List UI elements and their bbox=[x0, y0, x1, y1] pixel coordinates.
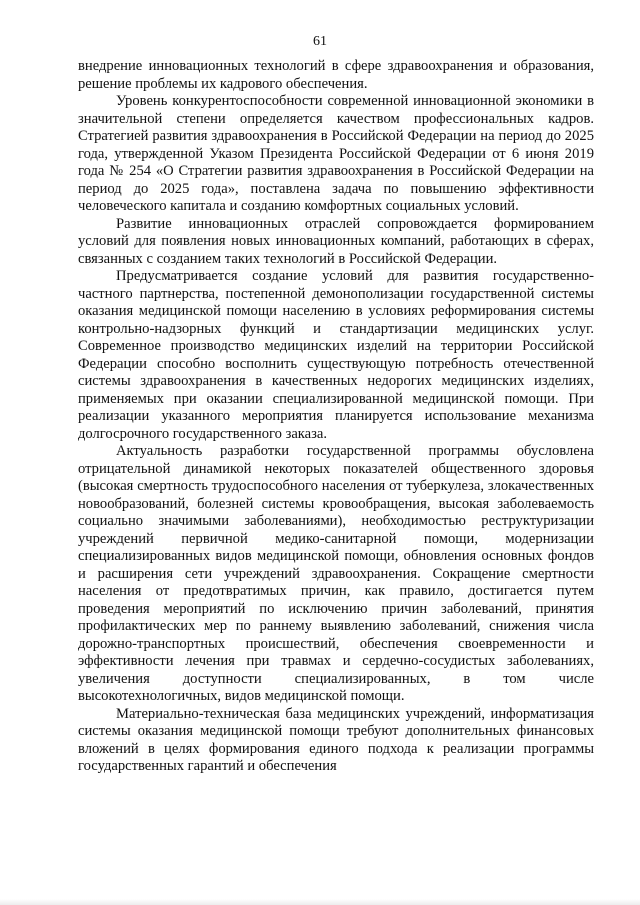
paragraph-program-relevance: Актуальность разработки государственной программы обусловлена отрицательной динамикой некоторых показателей общественного здоровья (высокая смертность трудоспособного населения от туберкулеза, злокачественных новообразований, болезней системы кровообращения, высокая заболеваемость социально значимыми заболеваниями), необходимостью реструктуризации учреждений первичной медико-санитарной помощи, модернизации специализированных видов медицинской помощи, обновления основных фондов и расширения сети учреждений здравоохранения. Сокращение смертности населения от предотвратимых причин, как правило, достигается путем проведения мероприятий по исключению причин заболеваний, принятия профилактических мер по раннему выявлению заболеваний, снижения числа дорожно-транспортных происшествий, обеспечения своевременности и эффективности лечения при травмах и сердечно-сосудистых заболеваниях, увеличения доступности специализированных, в том числе высокотехнологичных, видов медицинской помощи. bbox=[78, 443, 594, 704]
page-number: 61 bbox=[313, 34, 327, 49]
paragraph-competitiveness: Уровень конкурентоспособности современной инновационной экономики в значительной степени определяется качеством профессиональных кадров. Стратегией развития здравоохранения в Российской Федерации на период до 2025 года, утвержденной Указом Президента Российской Федерации от 6 июня 2019 года № 254 «О Стратегии развития здравоохранения в Российской Федерации на период до 2025 года», поставлена задача по повышению эффективности человеческого капитала и созданию комфортных социальных условий. bbox=[78, 93, 594, 214]
document-body bbox=[78, 58, 594, 776]
paragraph-public-private-partnership: Предусматривается создание условий для развития государственно-частного партнерства, постепенной демонополизации государственной системы оказания медицинской помощи населению в условиях реформирования системы контрольно-надзорных функций и стандартизации медицинских услуг. Современное производство медицинских изделий на территории Российской Федерации способно восполнить существующую потребность отечественной системы здравоохранения в качественных недорогих медицинских изделиях, применяемых при оказании специализированной медицинской помощи. При реализации указанного мероприятия планируется использование механизма долгосрочного государственного заказа. bbox=[78, 268, 594, 442]
paragraph-continuation: внедрение инновационных технологий в сфере здравоохранения и образования, решение проблемы их кадрового обеспечения. bbox=[78, 58, 594, 92]
scan-edge-shadow bbox=[0, 899, 640, 905]
paragraph-innovation-industries: Развитие инновационных отраслей сопровождается формированием условий для появления новых инновационных компаний, работающих в сферах, связанных с созданием таких технологий в Российской Федерации. bbox=[78, 215, 594, 267]
paragraph-material-base: Материально-техническая база медицинских учреждений, информатизация системы оказания медицинской помощи требуют дополнительных финансовых вложений в целях формирования единого подхода к реализации программы государственных гарантий и обеспечения bbox=[78, 705, 594, 774]
